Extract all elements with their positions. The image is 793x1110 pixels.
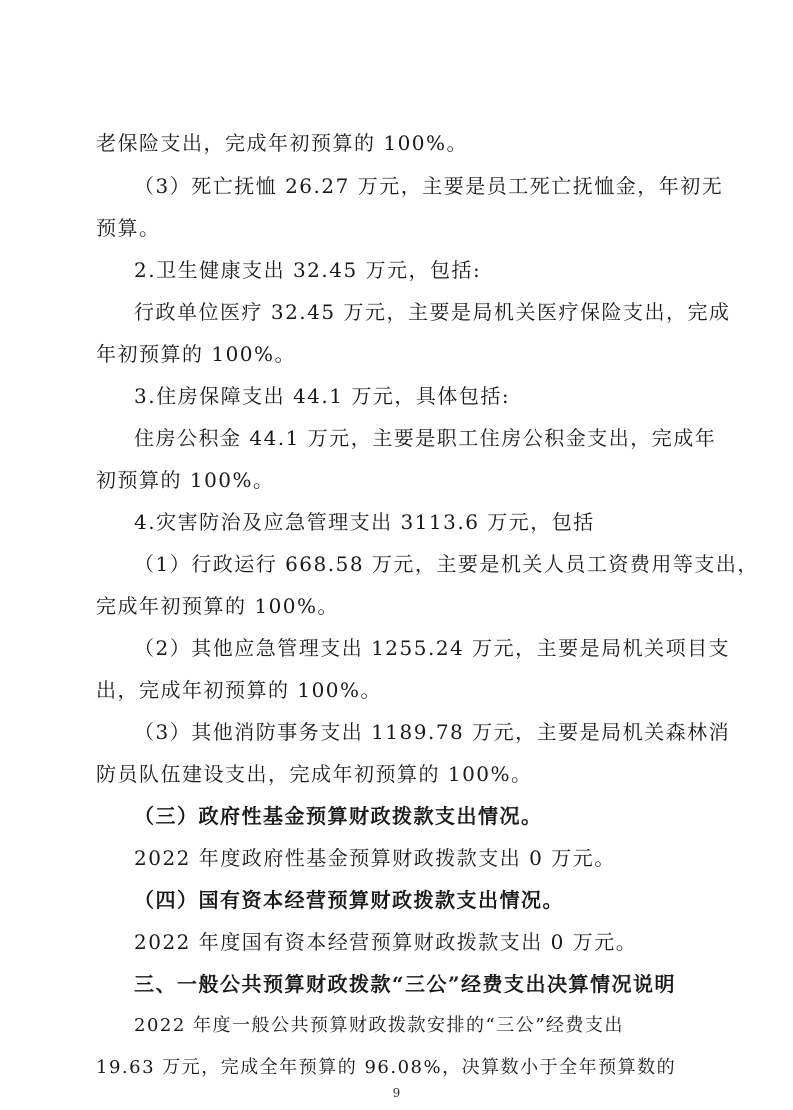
body-line: 出，完成年初预算的 100%。 xyxy=(96,678,383,702)
body-line: （2）其他应急管理支出 1255.24 万元，主要是局机关项目支 xyxy=(134,636,731,660)
body-line: 初预算的 100%。 xyxy=(96,468,275,492)
body-line: （1）行政运行 668.58 万元，主要是机关人员工资费用等支出， xyxy=(134,552,759,576)
body-line: 预算。 xyxy=(96,216,161,240)
section-heading: 三、一般公共预算财政拨款“三公”经费支出决算情况说明 xyxy=(134,972,677,996)
body-line: （3）其他消防事务支出 1189.78 万元，主要是局机关森林消 xyxy=(134,720,731,744)
body-line: 4.灾害防治及应急管理支出 3113.6 万元，包括 xyxy=(134,510,595,534)
body-line: 住房公积金 44.1 万元，主要是职工住房公积金支出，完成年 xyxy=(134,426,717,450)
body-line: 2022 年度政府性基金预算财政拨款支出 0 万元。 xyxy=(134,846,616,870)
body-line: （3）死亡抚恤 26.27 万元，主要是员工死亡抚恤金，年初无 xyxy=(134,174,724,198)
body-line: 防员队伍建设支出，完成年初预算的 100%。 xyxy=(96,762,533,786)
body-line: 行政单位医疗 32.45 万元，主要是局机关医疗保险支出，完成 xyxy=(134,300,731,324)
page-number: 9 xyxy=(392,1086,401,1100)
section-heading: （四）国有资本经营预算财政拨款支出情况。 xyxy=(134,888,564,912)
body-line: 3.住房保障支出 44.1 万元，具体包括: xyxy=(134,384,511,408)
body-line: 老保险支出，完成年初预算的 100%。 xyxy=(96,131,469,155)
body-line: 2.卫生健康支出 32.45 万元，包括: xyxy=(134,258,482,282)
body-line: 2022 年度国有资本经营预算财政拨款支出 0 万元。 xyxy=(134,930,638,954)
body-line: 完成年初预算的 100%。 xyxy=(96,594,340,618)
body-line: 年初预算的 100%。 xyxy=(96,342,297,366)
body-line: 19.63 万元，完成全年预算的 96.08%，决算数小于全年预算数的 xyxy=(96,1057,677,1078)
body-line: 2022 年度一般公共预算财政拨款安排的“三公”经费支出 xyxy=(134,1015,624,1036)
section-heading: （三）政府性基金预算财政拨款支出情况。 xyxy=(134,804,543,828)
